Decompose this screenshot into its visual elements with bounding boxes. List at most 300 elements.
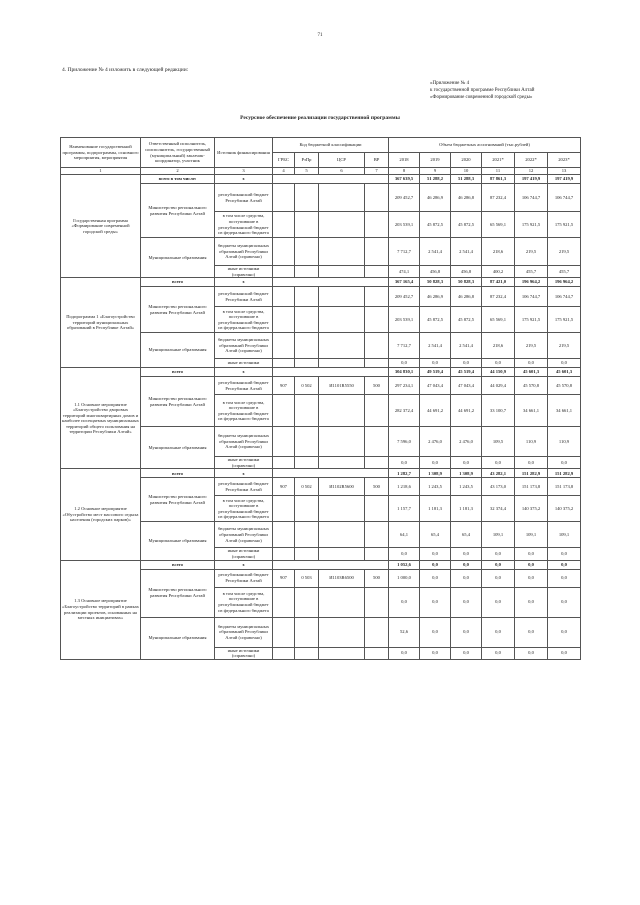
source-cell: республиканский бюджет Республики Алтай xyxy=(215,377,273,395)
total-value: 151 282,9 xyxy=(515,469,548,478)
header-year: 2020 xyxy=(451,153,482,168)
code-cell xyxy=(273,368,389,377)
total-value: 50 828,3 xyxy=(451,278,482,287)
value-cell: 2 541,4 xyxy=(451,333,482,359)
header-year: 2023* xyxy=(548,153,581,168)
total-source: х xyxy=(215,560,273,569)
code-cell xyxy=(319,496,365,522)
code-cell xyxy=(365,266,389,278)
code-cell xyxy=(365,587,389,617)
code-cell xyxy=(319,307,365,333)
total-label: всего xyxy=(141,469,215,478)
total-value: 196 964,2 xyxy=(515,278,548,287)
source-cell: бюджеты муниципальных образований Республики Алтай (справочно) xyxy=(215,427,273,457)
total-value: 367 165,4 xyxy=(389,278,420,287)
other-value: 0,0 xyxy=(451,647,482,659)
code-cell xyxy=(319,395,365,427)
code-cell xyxy=(365,496,389,522)
appendix-line-1: «Приложение № 4 xyxy=(430,81,470,86)
code-cell xyxy=(365,522,389,548)
code-cell: 500 xyxy=(365,478,389,496)
value-cell: 0,0 xyxy=(451,617,482,647)
value-cell: 44 691,2 xyxy=(451,395,482,427)
code-cell xyxy=(319,266,365,278)
value-cell: 47 043,4 xyxy=(420,377,451,395)
code-cell: 907 xyxy=(273,569,295,587)
executor-cell: Министерство регионального развития Республики Алтай xyxy=(141,569,215,617)
code-cell xyxy=(319,647,365,659)
total-source: х xyxy=(215,175,273,184)
value-cell: 106 744,7 xyxy=(515,287,548,307)
source-cell: бюджеты муниципальных образований Республики Алтай (справочно) xyxy=(215,522,273,548)
table-row xyxy=(61,560,581,569)
code-cell xyxy=(273,359,295,368)
value-cell: 106 744,7 xyxy=(548,184,581,212)
header-executor: Ответственный исполнитель, соисполнитель, государственный (муниципальный) заказчик-координатор, участник xyxy=(141,138,215,168)
total-value: 0,0 xyxy=(515,560,548,569)
code-cell: И1103R6500 xyxy=(319,569,365,587)
value-cell: 65 569,1 xyxy=(482,307,515,333)
value-cell: 34 661,1 xyxy=(515,395,548,427)
code-cell xyxy=(365,427,389,457)
total-value: 1 308,9 xyxy=(451,469,482,478)
source-cell: в том числе средства, поступившие в республиканский бюджет из федерального бюджета xyxy=(215,307,273,333)
total-value: 49 519,4 xyxy=(420,368,451,377)
value-cell: 297 234,1 xyxy=(389,377,420,395)
value-cell: 2 541,4 xyxy=(420,238,451,266)
code-cell: 0 502 xyxy=(295,478,319,496)
code-cell xyxy=(295,333,319,359)
value-cell: 140 375,2 xyxy=(548,496,581,522)
code-cell xyxy=(319,427,365,457)
code-cell xyxy=(365,212,389,238)
value-cell: 209 452,7 xyxy=(389,184,420,212)
source-cell: республиканский бюджет Республики Алтай xyxy=(215,287,273,307)
source-cell: в том числе средства, поступившие в республиканский бюджет из федерального бюджета xyxy=(215,395,273,427)
value-cell: 0,0 xyxy=(515,569,548,587)
code-cell xyxy=(295,522,319,548)
executor-cell: Муниципальные образования xyxy=(141,333,215,368)
value-cell: 218,6 xyxy=(482,238,515,266)
col-number: 12 xyxy=(515,168,548,175)
value-cell: 1 157,7 xyxy=(389,496,420,522)
code-cell xyxy=(273,395,295,427)
total-value: 45 519,4 xyxy=(451,368,482,377)
code-cell xyxy=(295,496,319,522)
value-cell: 109,5 xyxy=(482,427,515,457)
code-cell: И1102R5600 xyxy=(319,478,365,496)
code-cell: 0 502 xyxy=(295,377,319,395)
other-value: 456,8 xyxy=(451,266,482,278)
code-cell xyxy=(295,359,319,368)
other-value: 0,0 xyxy=(482,457,515,469)
value-cell: 0,0 xyxy=(451,569,482,587)
value-cell: 106 744,7 xyxy=(515,184,548,212)
other-value: 0,0 xyxy=(389,457,420,469)
code-cell xyxy=(295,307,319,333)
source-cell: в том числе средства, поступившие в республиканский бюджет из федерального бюджета xyxy=(215,212,273,238)
value-cell: 218,6 xyxy=(482,333,515,359)
other-value: 0,0 xyxy=(515,359,548,368)
appendix-line-2: к государственной программе Республики Алтай xyxy=(430,88,535,93)
table-body xyxy=(61,175,581,660)
source-cell: республиканский бюджет Республики Алтай xyxy=(215,478,273,496)
col-number: 5 xyxy=(295,168,319,175)
value-cell: 219,5 xyxy=(515,333,548,359)
value-cell: 209 452,7 xyxy=(389,287,420,307)
total-value: 45 601,3 xyxy=(548,368,581,377)
total-value: 51 288,2 xyxy=(420,175,451,184)
value-cell: 109,1 xyxy=(548,522,581,548)
value-cell: 45 872,5 xyxy=(451,212,482,238)
appendix-header xyxy=(430,80,570,101)
executor-cell: Министерство регионального развития Республики Алтай xyxy=(141,184,215,238)
value-cell: 44 691,2 xyxy=(420,395,451,427)
total-label: всего xyxy=(141,278,215,287)
value-cell: 45 872,5 xyxy=(420,307,451,333)
value-cell: 1 000,0 xyxy=(389,569,420,587)
total-value: 196 964,2 xyxy=(548,278,581,287)
header-budget-codes: Код бюджетной классификации xyxy=(273,138,389,153)
other-value: 0,0 xyxy=(420,647,451,659)
code-cell xyxy=(273,175,389,184)
value-cell: 0,0 xyxy=(420,569,451,587)
code-cell: 500 xyxy=(365,377,389,395)
section-name: 1.2 Основное мероприятие «Обустройство мест массового отдыха населения (городских парков)» xyxy=(61,469,141,560)
value-cell: 1 218,6 xyxy=(389,478,420,496)
code-cell: 907 xyxy=(273,377,295,395)
table-row xyxy=(61,175,581,184)
code-cell xyxy=(365,457,389,469)
value-cell: 110,9 xyxy=(548,427,581,457)
header-rzpr: РзПр xyxy=(295,153,319,168)
code-cell xyxy=(319,548,365,560)
appendix-line-3: «Формирование современной городской среды» xyxy=(430,95,533,100)
code-cell xyxy=(295,395,319,427)
total-source: х xyxy=(215,368,273,377)
value-cell: 45 872,5 xyxy=(451,307,482,333)
header-year: 2018 xyxy=(389,153,420,168)
code-cell xyxy=(319,238,365,266)
total-value: 1 052,6 xyxy=(389,560,420,569)
value-cell: 32 374,4 xyxy=(482,496,515,522)
other-value: 0,0 xyxy=(451,359,482,368)
code-cell xyxy=(295,427,319,457)
total-source: х xyxy=(215,469,273,478)
executor-cell: Муниципальные образования xyxy=(141,522,215,560)
value-cell: 109,1 xyxy=(482,522,515,548)
document-title: Ресурсное обеспечение реализации государственной программы xyxy=(240,115,400,121)
value-cell: 65,4 xyxy=(451,522,482,548)
total-value: 43 282,1 xyxy=(482,469,515,478)
value-cell: 0,0 xyxy=(451,587,482,617)
col-number: 8 xyxy=(389,168,420,175)
value-cell: 65 569,1 xyxy=(482,212,515,238)
value-cell: 1 181,3 xyxy=(451,496,482,522)
code-cell xyxy=(295,212,319,238)
code-cell xyxy=(273,307,295,333)
total-label: всего в том числе: xyxy=(141,175,215,184)
code-cell: 0 503 xyxy=(295,569,319,587)
header-csr: ЦСР xyxy=(319,153,365,168)
other-value: 0,0 xyxy=(515,548,548,560)
header-source: Источник финансирования xyxy=(215,138,273,168)
value-cell: 203 539,1 xyxy=(389,307,420,333)
source-cell: в том числе средства, поступившие в республиканский бюджет из федерального бюджета xyxy=(215,496,273,522)
executor-cell: Муниципальные образования xyxy=(141,427,215,469)
other-value: 0,0 xyxy=(451,457,482,469)
col-number: 2 xyxy=(141,168,215,175)
value-cell: 0,0 xyxy=(482,587,515,617)
code-cell xyxy=(365,617,389,647)
source-cell: республиканский бюджет Республики Алтай xyxy=(215,569,273,587)
executor-cell: Министерство регионального развития Республики Алтай xyxy=(141,478,215,522)
code-cell xyxy=(365,287,389,307)
value-cell: 0,0 xyxy=(482,569,515,587)
other-value: 0,0 xyxy=(482,647,515,659)
value-cell: 219,5 xyxy=(548,238,581,266)
col-number: 6 xyxy=(319,168,365,175)
total-label: всего xyxy=(141,560,215,569)
value-cell: 1 243,5 xyxy=(451,478,482,496)
value-cell: 46 286,8 xyxy=(451,184,482,212)
value-cell: 109,1 xyxy=(515,522,548,548)
code-cell xyxy=(273,457,295,469)
executor-cell: Муниципальные образования xyxy=(141,238,215,278)
value-cell: 2 476,0 xyxy=(451,427,482,457)
other-value: 0,0 xyxy=(420,359,451,368)
col-number: 11 xyxy=(482,168,515,175)
value-cell: 44 029,4 xyxy=(482,377,515,395)
section-name: 1.1 Основное мероприятие «Благоустройство дворовых территорий многоквартирных домов и наиболее посещаемых муниципальных территорий общего пользования на территории Республики Алтай» xyxy=(61,368,141,469)
value-cell: 7 596,0 xyxy=(389,427,420,457)
total-value: 87 421,0 xyxy=(482,278,515,287)
value-cell: 45 570,8 xyxy=(548,377,581,395)
value-cell: 219,5 xyxy=(548,333,581,359)
code-cell xyxy=(273,287,295,307)
code-cell xyxy=(273,238,295,266)
code-cell xyxy=(273,333,295,359)
value-cell: 46 286,9 xyxy=(420,184,451,212)
value-cell: 0,0 xyxy=(515,587,548,617)
code-cell xyxy=(319,333,365,359)
source-cell: республиканский бюджет Республики Алтай xyxy=(215,184,273,212)
other-value: 0,0 xyxy=(451,548,482,560)
code-cell xyxy=(319,617,365,647)
other-value: 0,0 xyxy=(482,548,515,560)
total-value: 1 282,7 xyxy=(389,469,420,478)
col-number: 4 xyxy=(273,168,295,175)
total-value: 197 419,9 xyxy=(515,175,548,184)
code-cell xyxy=(365,647,389,659)
value-cell: 52,6 xyxy=(389,617,420,647)
code-cell xyxy=(273,184,295,212)
value-cell: 175 921,5 xyxy=(515,212,548,238)
other-value: 0,0 xyxy=(515,457,548,469)
code-cell xyxy=(295,617,319,647)
section-name: Государственная программа «Формирование современной городской среды» xyxy=(61,175,141,278)
section-name: Подпрограмма 1 «Благоустройство территорий муниципальных образований в Республике Алтай» xyxy=(61,278,141,368)
code-cell xyxy=(365,333,389,359)
total-source: х xyxy=(215,278,273,287)
other-value: 0,0 xyxy=(389,548,420,560)
value-cell: 65,4 xyxy=(420,522,451,548)
other-source-label: иные источники xyxy=(215,359,273,368)
value-cell: 46 286,8 xyxy=(451,287,482,307)
value-cell: 175 921,5 xyxy=(548,212,581,238)
code-cell xyxy=(295,266,319,278)
code-cell xyxy=(273,427,295,457)
value-cell: 33 100,7 xyxy=(482,395,515,427)
value-cell: 219,5 xyxy=(515,238,548,266)
other-value: 456,8 xyxy=(420,266,451,278)
code-cell xyxy=(273,469,389,478)
col-number: 9 xyxy=(420,168,451,175)
total-value: 1 308,9 xyxy=(420,469,451,478)
other-source-label: иные источники (справочно) xyxy=(215,647,273,659)
total-value: 0,0 xyxy=(482,560,515,569)
value-cell: 0,0 xyxy=(548,617,581,647)
section-name: 1.3 Основное мероприятие «Благоустройство территорий в рамках реализации проектов, основанных на местных инициативах» xyxy=(61,560,141,659)
other-source-label: иные источники (справочно) xyxy=(215,457,273,469)
code-cell xyxy=(273,266,295,278)
table-row xyxy=(61,278,581,287)
other-value: 400,2 xyxy=(482,266,515,278)
col-number: 7 xyxy=(365,168,389,175)
total-label: всего xyxy=(141,368,215,377)
other-source-label: иные источники (справочно) xyxy=(215,266,273,278)
value-cell: 0,0 xyxy=(548,587,581,617)
col-number: 10 xyxy=(451,168,482,175)
other-value: 455,7 xyxy=(515,266,548,278)
executor-cell: Министерство регионального развития Республики Алтай xyxy=(141,287,215,333)
value-cell: 2 541,4 xyxy=(451,238,482,266)
item-text: 4. Приложение № 4 изложить в следующей редакции: xyxy=(62,67,189,73)
code-cell: 500 xyxy=(365,569,389,587)
code-cell xyxy=(273,522,295,548)
code-cell xyxy=(295,287,319,307)
col-number: 13 xyxy=(548,168,581,175)
code-cell xyxy=(273,647,295,659)
code-cell xyxy=(295,548,319,560)
value-cell: 43 173,0 xyxy=(482,478,515,496)
code-cell xyxy=(365,395,389,427)
other-value: 0,0 xyxy=(548,457,581,469)
other-value: 455,7 xyxy=(548,266,581,278)
other-value: 0,0 xyxy=(482,359,515,368)
executor-cell: Муниципальные образования xyxy=(141,617,215,659)
value-cell: 34 661,1 xyxy=(548,395,581,427)
value-cell: 151 173,8 xyxy=(548,478,581,496)
value-cell: 0,0 xyxy=(389,587,420,617)
header-year: 2022* xyxy=(515,153,548,168)
code-cell xyxy=(365,359,389,368)
value-cell: 2 541,4 xyxy=(420,333,451,359)
other-value: 0,0 xyxy=(420,457,451,469)
total-value: 45 601,3 xyxy=(515,368,548,377)
value-cell: 1 181,3 xyxy=(420,496,451,522)
table-row xyxy=(61,469,581,478)
other-value: 0,0 xyxy=(515,647,548,659)
value-cell: 140 375,2 xyxy=(515,496,548,522)
code-cell xyxy=(273,212,295,238)
code-cell xyxy=(273,587,295,617)
value-cell: 0,0 xyxy=(548,569,581,587)
source-cell: бюджеты муниципальных образований Республики Алтай (справочно) xyxy=(215,238,273,266)
header-grbs: ГРБС xyxy=(273,153,295,168)
code-cell: 907 xyxy=(273,478,295,496)
value-cell: 45 872,5 xyxy=(420,212,451,238)
code-cell xyxy=(365,184,389,212)
header-program-name: Наименование государственной программы, подпрограммы, основного мероприятия, мероприятия xyxy=(61,138,141,168)
code-cell xyxy=(319,359,365,368)
total-value: 151 282,9 xyxy=(548,469,581,478)
source-cell: бюджеты муниципальных образований Республики Алтай (справочно) xyxy=(215,333,273,359)
page-number: 71 xyxy=(317,33,323,38)
value-cell: 87 232,4 xyxy=(482,184,515,212)
value-cell: 7 712,7 xyxy=(389,333,420,359)
total-value: 367 639,5 xyxy=(389,175,420,184)
total-value: 0,0 xyxy=(548,560,581,569)
total-value: 0,0 xyxy=(420,560,451,569)
header-year: 2019 xyxy=(420,153,451,168)
code-cell xyxy=(365,238,389,266)
code-cell xyxy=(319,457,365,469)
total-value: 304 830,1 xyxy=(389,368,420,377)
total-value: 44 150,9 xyxy=(482,368,515,377)
code-cell xyxy=(319,184,365,212)
value-cell: 46 286,9 xyxy=(420,287,451,307)
source-cell: в том числе средства, поступившие в республиканский бюджет из федерального бюджета xyxy=(215,587,273,617)
value-cell: 175 921,5 xyxy=(515,307,548,333)
value-cell: 0,0 xyxy=(420,587,451,617)
other-value: 474,1 xyxy=(389,266,420,278)
value-cell: 151 173,8 xyxy=(515,478,548,496)
code-cell xyxy=(365,548,389,560)
value-cell: 45 570,8 xyxy=(515,377,548,395)
code-cell xyxy=(319,287,365,307)
code-cell xyxy=(273,496,295,522)
value-cell: 87 232,4 xyxy=(482,287,515,307)
total-value: 51 288,3 xyxy=(451,175,482,184)
source-cell: бюджеты муниципальных образований Республики Алтай (справочно) xyxy=(215,617,273,647)
value-cell: 2 476,0 xyxy=(420,427,451,457)
other-value: 0,0 xyxy=(548,359,581,368)
other-value: 0,0 xyxy=(548,548,581,560)
value-cell: 1 243,5 xyxy=(420,478,451,496)
code-cell xyxy=(273,548,295,560)
code-cell: И1101R5550 xyxy=(319,377,365,395)
other-source-label: иные источники (справочно) xyxy=(215,548,273,560)
code-cell xyxy=(295,184,319,212)
value-cell: 7 712,7 xyxy=(389,238,420,266)
header-vr: ВР xyxy=(365,153,389,168)
resource-table xyxy=(60,137,581,660)
total-value: 50 828,3 xyxy=(420,278,451,287)
code-cell xyxy=(273,560,389,569)
total-value: 87 861,3 xyxy=(482,175,515,184)
code-cell xyxy=(273,617,295,647)
value-cell: 47 043,4 xyxy=(451,377,482,395)
code-cell xyxy=(319,212,365,238)
value-cell: 106 744,7 xyxy=(548,287,581,307)
col-number: 3 xyxy=(215,168,273,175)
code-cell xyxy=(365,307,389,333)
code-cell xyxy=(319,522,365,548)
other-value: 0,0 xyxy=(389,359,420,368)
other-value: 0,0 xyxy=(420,548,451,560)
value-cell: 0,0 xyxy=(515,617,548,647)
